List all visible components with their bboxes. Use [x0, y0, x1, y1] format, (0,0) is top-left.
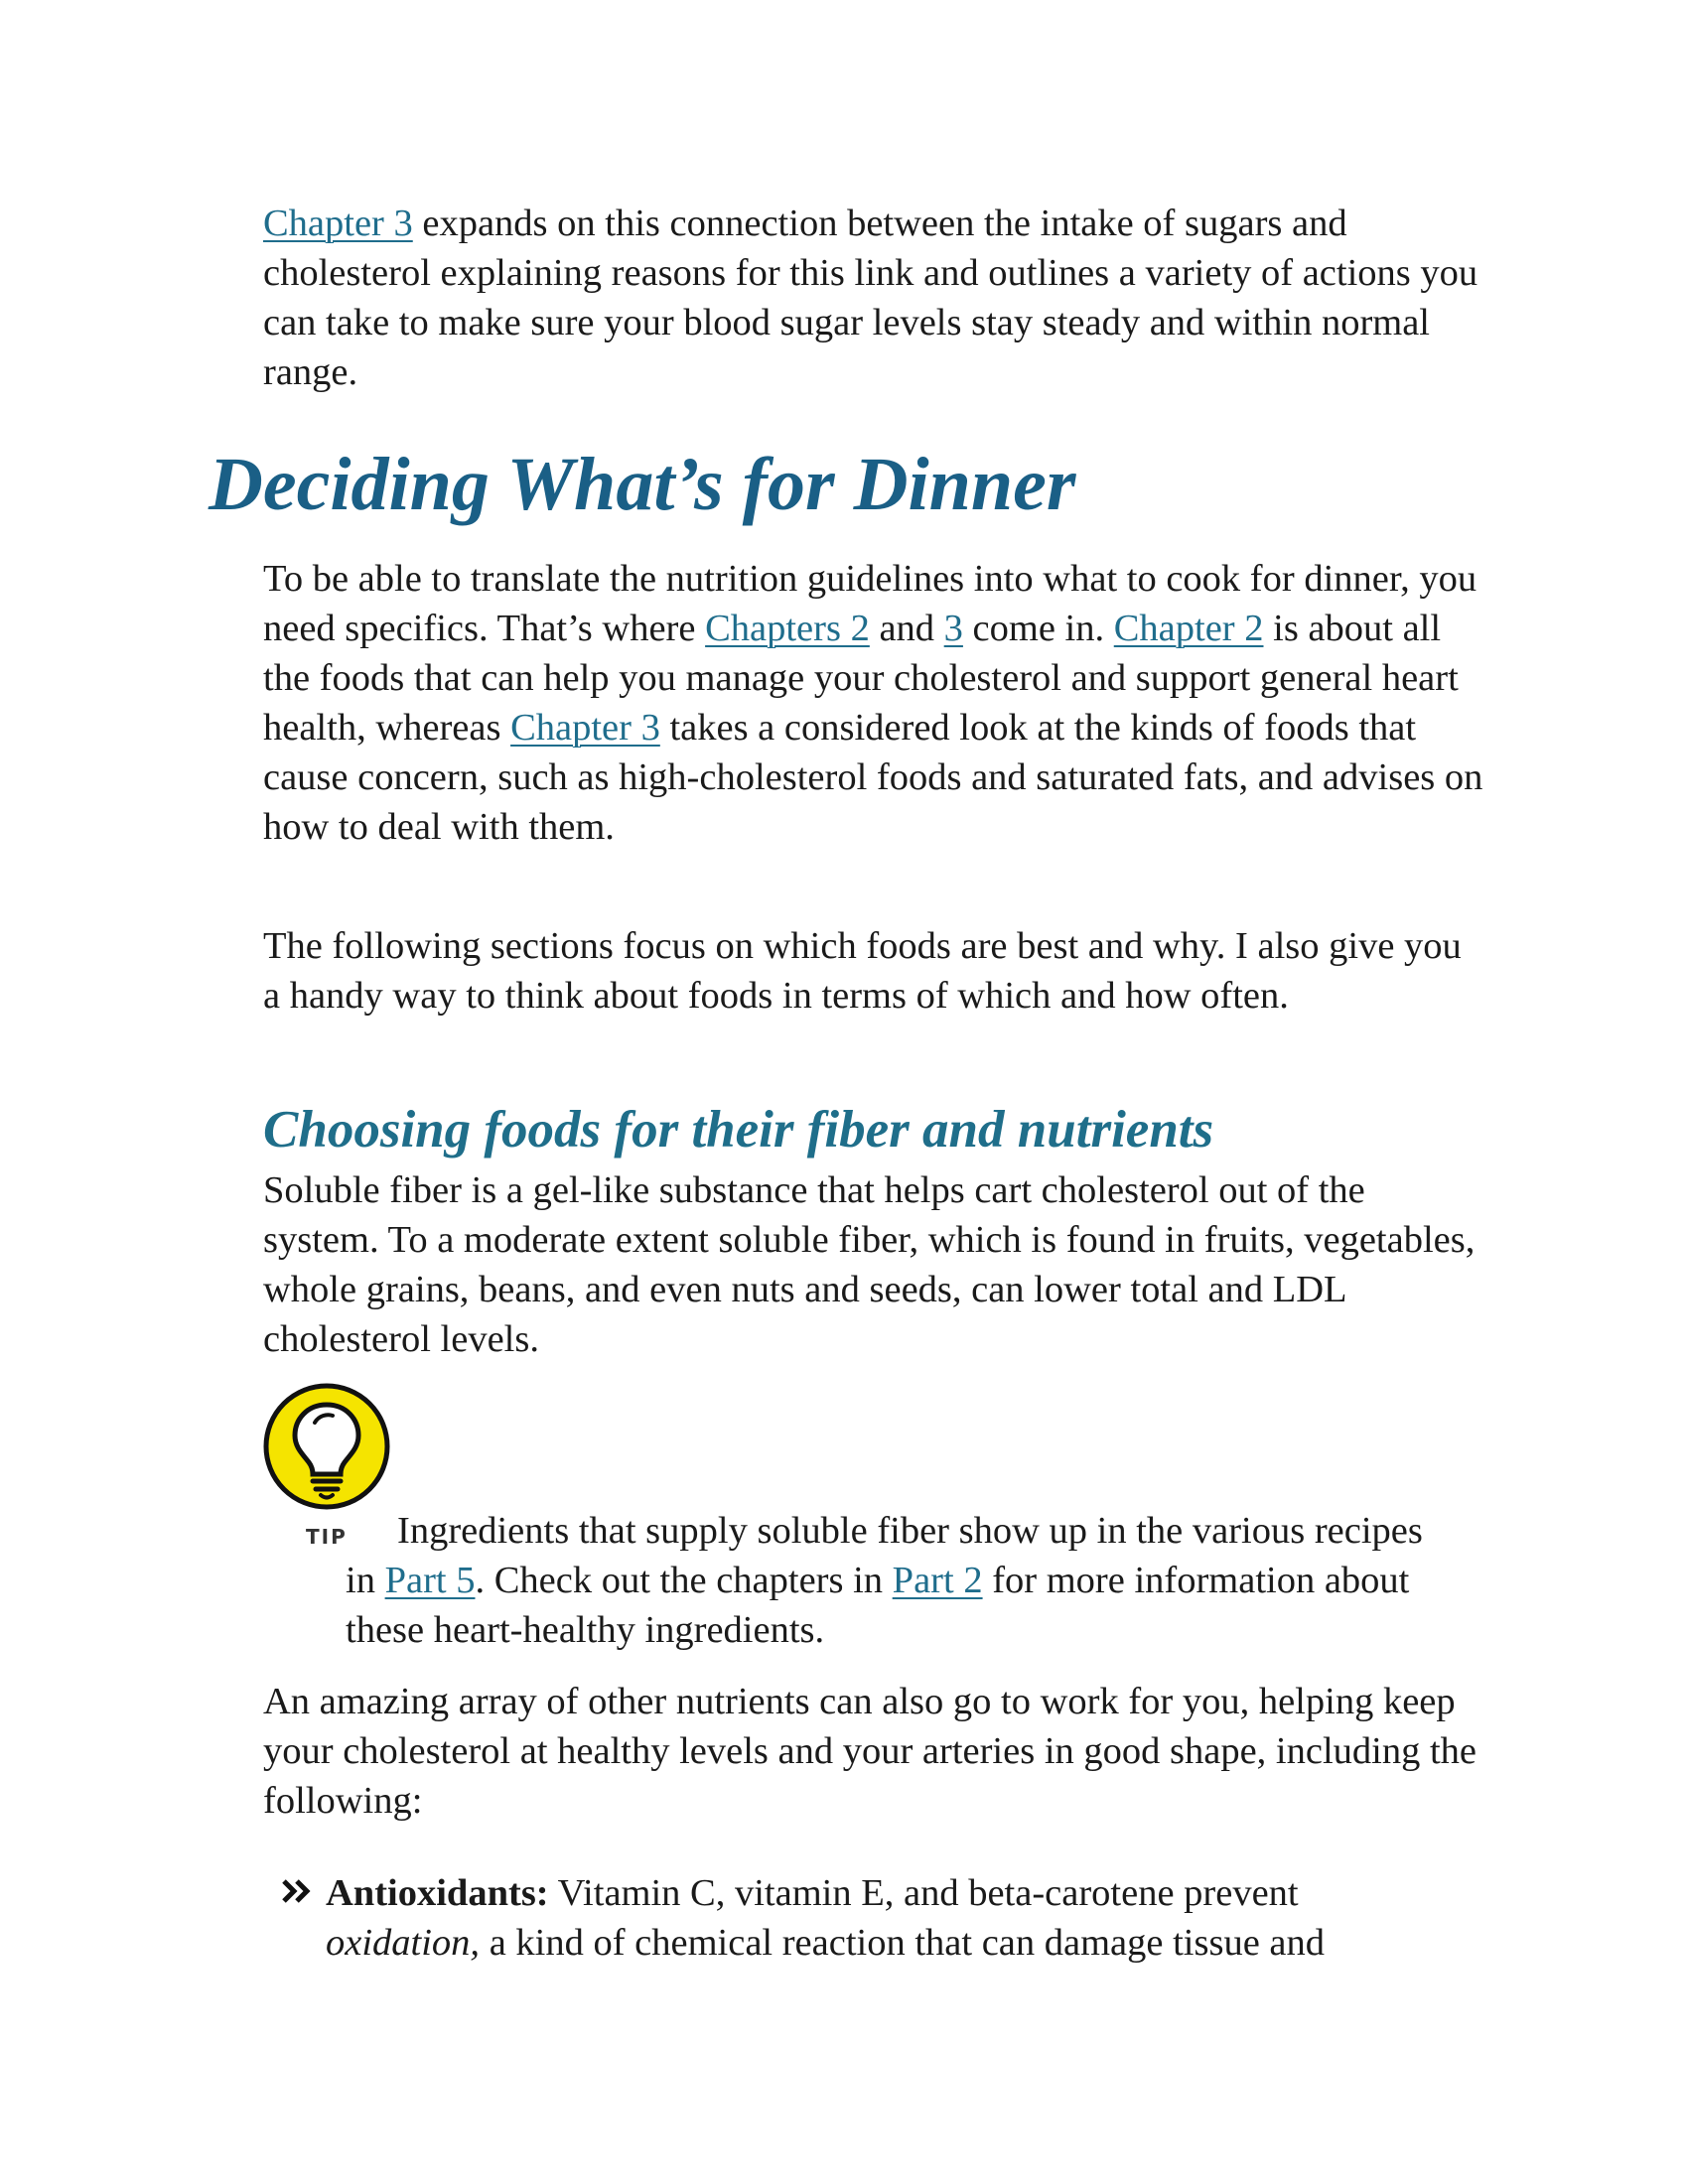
antioxidants-text-2: a kind of chemical reaction that can damage tissue and — [480, 1922, 1325, 1964]
antioxidants-term: Antioxidants: — [326, 1872, 549, 1914]
tip-text-3: for more information about these heart-healthy ingredients. — [346, 1560, 1410, 1651]
chapter-3-link[interactable]: Chapter 3 — [263, 203, 413, 244]
part-2-link[interactable]: Part 2 — [892, 1560, 983, 1601]
nutrients-paragraph: An amazing array of other nutrients can also go to work for you, helping keep your cholesterol at healthy levels and your arteries in good shape, including the following: — [263, 1681, 1477, 1822]
oxidation-term: oxidation, — [326, 1922, 481, 1964]
tip-text-2: . Check out the chapters in — [475, 1560, 893, 1601]
antioxidants-list-item — [326, 1868, 1458, 1968]
following-sections-paragraph: The following sections focus on which foods are best and why. I also give you a handy way to think about foods in terms of which and how often. — [263, 925, 1462, 1017]
intro-text: expands on this connection between the intake of sugars and cholesterol explaining reasons for this link and outlines a variety of actions you can take to make sure your blood sugar levels stay steady and within normal range. — [263, 203, 1478, 393]
chapter-3-number-link[interactable]: 3 — [943, 608, 963, 649]
chapter-3-link-2[interactable]: Chapter 3 — [510, 707, 660, 749]
lightbulb-icon — [263, 1383, 390, 1510]
part-5-link[interactable]: Part 5 — [384, 1560, 476, 1601]
chapters-2-link[interactable]: Chapters 2 — [705, 608, 870, 649]
subsection-heading: Choosing foods for their fiber and nutrients — [263, 1101, 1214, 1159]
soluble-fiber-paragraph: Soluble fiber is a gel-like substance that helps cart cholesterol out of the system. To a moderate extent soluble fiber, which is found in fruits, vegetables, whole grains, beans, and even nuts and seeds, can lower total and LDL cholesterol levels. — [263, 1169, 1476, 1360]
tip-text-1: Ingredients that supply soluble fiber show up in the various recipes in — [346, 1510, 1423, 1601]
intro-paragraph — [263, 199, 1484, 397]
antioxidants-text-1: Vitamin C, vitamin E, and beta-carotene prevent — [548, 1872, 1299, 1914]
double-chevron-icon — [280, 1871, 316, 1911]
dinner-text-1: To be able to translate the nutrition guidelines into what to cook for dinner, you need specifics. That’s where — [263, 558, 1477, 649]
dinner-text-2: and — [869, 608, 944, 649]
chapter-2-link[interactable]: Chapter 2 — [1113, 608, 1264, 649]
section-heading: Deciding What’s for Dinner — [209, 443, 1076, 526]
dinner-paragraph — [263, 554, 1484, 852]
tip-paragraph — [346, 1506, 1438, 1655]
dinner-text-4: is about all the foods that can help you manage your cholesterol and support general heart health, whereas — [263, 608, 1459, 749]
tip-label: TIP — [306, 1525, 348, 1549]
dinner-text-5: takes a considered look at the kinds of foods that cause concern, such as high-cholesterol foods and saturated fats, and advises on how to deal with them. — [263, 707, 1483, 848]
dinner-text-3: come in. — [962, 608, 1114, 649]
